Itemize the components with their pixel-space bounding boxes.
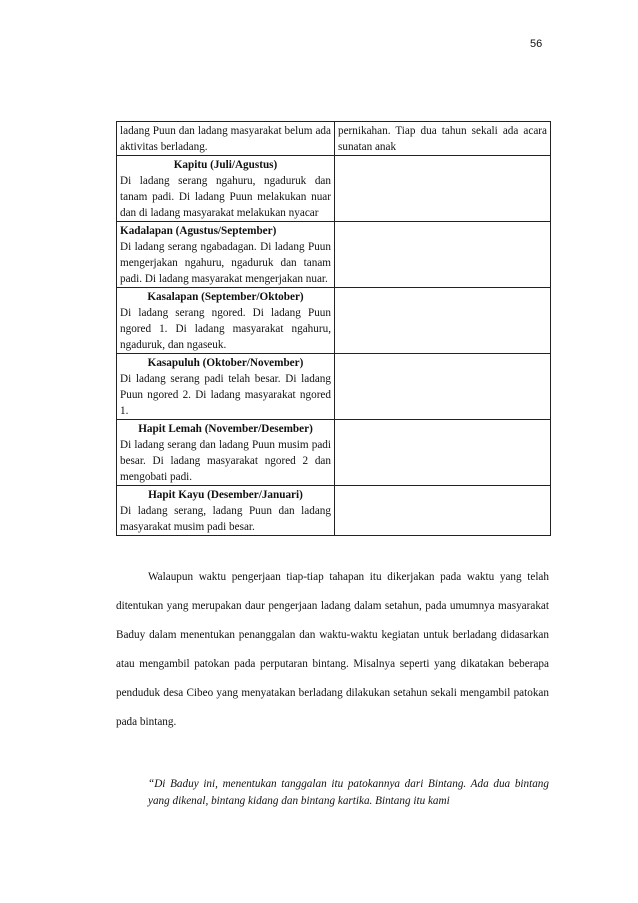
table-cell xyxy=(335,122,551,156)
table-row xyxy=(117,354,551,420)
month-heading: Kadalapan (Agustus/September) xyxy=(120,225,277,237)
table-row xyxy=(117,222,551,288)
table-cell-empty xyxy=(335,156,551,222)
cell-text: Di ladang serang ngored. Di ladang Puun ngored 1. Di ladang masyarakat ngahuru, ngaduruk, dan ngaseuk. xyxy=(120,307,331,351)
month-heading: Kapitu (Juli/Agustus) xyxy=(173,159,278,171)
month-heading: Hapit Kayu (Desember/Januari) xyxy=(148,489,303,501)
table-cell-empty xyxy=(335,288,551,354)
table-cell-empty xyxy=(335,354,551,420)
table-cell-empty xyxy=(335,222,551,288)
table-row xyxy=(117,486,551,536)
interview-quote: “Di Baduy ini, menentukan tanggalan itu patokannya dari Bintang. Ada dua bintang yang dikenal, bintang kidang dan bintang kartika. Bintang itu kami xyxy=(148,778,549,807)
table-cell xyxy=(117,486,335,536)
cell-text: Di ladang serang ngabadagan. Di ladang Puun mengerjakan ngahuru, ngaduruk dan tanam padi. Di ladang masyarakat mengerjakan nuar. xyxy=(120,241,331,285)
table-row xyxy=(117,122,551,156)
cell-text: ladang Puun dan ladang masyarakat belum ada aktivitas berladang. xyxy=(120,125,331,153)
table-row xyxy=(117,156,551,222)
body-paragraph: Walaupun waktu pengerjaan tiap-tiap tahapan itu dikerjakan pada waktu yang telah ditentukan yang merupakan daur pengerjaan ladang dalam setahun, pada umumnya masyarakat Baduy dalam menentukan penanggalan dan waktu-waktu kegiatan untuk berladang didasarkan atau mengambil patokan pada perputaran bintang. Misalnya seperti yang dikatakan beberapa penduduk desa Cibeo yang menyatakan berladang dilakukan setahun sekali mengambil patokan pada bintang. xyxy=(116,571,549,728)
month-heading: Kasapuluh (Oktober/November) xyxy=(147,357,304,369)
cell-text: Di ladang serang padi telah besar. Di ladang Puun ngored 2. Di ladang masyarakat ngored 1. xyxy=(120,373,331,417)
table-cell-empty xyxy=(335,486,551,536)
table-row xyxy=(117,420,551,486)
page-number: 56 xyxy=(530,38,543,50)
table-cell xyxy=(117,122,335,156)
cell-text: Di ladang serang dan ladang Puun musim padi besar. Di ladang masyarakat ngored 2 dan mengobati padi. xyxy=(120,439,331,483)
cell-text: pernikahan. Tiap dua tahun sekali ada acara sunatan anak xyxy=(338,125,547,153)
table-cell xyxy=(117,354,335,420)
farming-calendar-table xyxy=(116,121,551,536)
cell-text: Di ladang serang, ladang Puun dan ladang masyarakat musim padi besar. xyxy=(120,505,331,533)
table-cell xyxy=(117,288,335,354)
table-cell xyxy=(117,156,335,222)
table-row xyxy=(117,288,551,354)
month-heading: Hapit Lemah (November/Desember) xyxy=(138,423,313,435)
cell-text: Di ladang serang ngahuru, ngaduruk dan tanam padi. Di ladang Puun melakukan nuar dan di ladang masyarakat melakukan nyacar xyxy=(120,175,331,219)
table-cell-empty xyxy=(335,420,551,486)
month-heading: Kasalapan (September/Oktober) xyxy=(147,291,304,303)
table-cell xyxy=(117,420,335,486)
table-cell xyxy=(117,222,335,288)
